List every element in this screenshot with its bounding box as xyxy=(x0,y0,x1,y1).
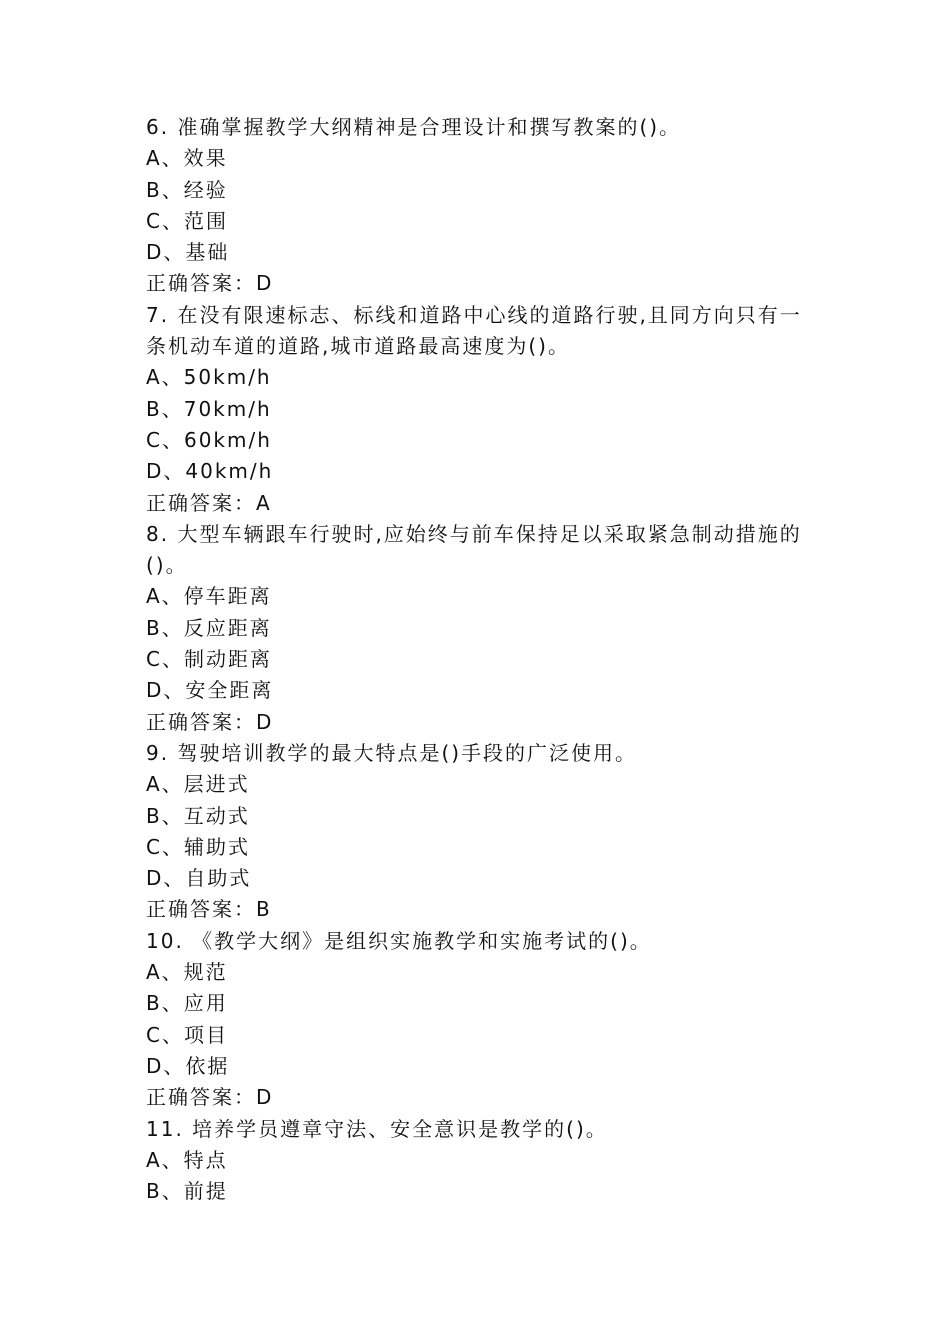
question-text: 7. 在没有限速标志、标线和道路中心线的道路行驶,且同方向只有一 xyxy=(146,302,802,327)
question-6 xyxy=(146,112,826,300)
option-c: C、制动距离 xyxy=(146,647,272,672)
option-a: A、50km/h xyxy=(146,365,272,390)
option-c: C、辅助式 xyxy=(146,834,250,859)
option-d: D、安全距离 xyxy=(146,678,274,703)
question-8 xyxy=(146,519,826,738)
correct-answer: 正确答案：D xyxy=(146,1085,274,1110)
option-b: B、经验 xyxy=(146,177,228,202)
correct-answer: 正确答案：A xyxy=(146,490,272,515)
option-b: B、70km/h xyxy=(146,396,272,421)
option-c: C、60km/h xyxy=(146,427,272,452)
question-text: 11. 培养学员遵章守法、安全意识是教学的()。 xyxy=(146,1116,608,1141)
question-10 xyxy=(146,926,826,1114)
document-page xyxy=(146,112,826,1207)
question-11 xyxy=(146,1114,826,1208)
question-text: 10. 《教学大纲》是组织实施教学和实施考试的()。 xyxy=(146,928,652,953)
option-d: D、依据 xyxy=(146,1053,230,1078)
question-text: 8. 大型车辆跟车行驶时,应始终与前车保持足以采取紧急制动措施的 xyxy=(146,521,802,546)
option-b: B、互动式 xyxy=(146,803,250,828)
option-a: A、规范 xyxy=(146,960,228,985)
option-b: B、前提 xyxy=(146,1179,228,1204)
question-9 xyxy=(146,738,826,926)
option-c: C、项目 xyxy=(146,1022,228,1047)
question-text-continued: 条机动车道的道路,城市道路最高速度为()。 xyxy=(146,334,570,359)
option-a: A、特点 xyxy=(146,1147,228,1172)
option-d: D、40km/h xyxy=(146,459,274,484)
option-a: A、停车距离 xyxy=(146,584,272,609)
option-a: A、效果 xyxy=(146,146,228,171)
option-a: A、层进式 xyxy=(146,772,250,797)
option-d: D、基础 xyxy=(146,240,230,265)
question-7 xyxy=(146,300,826,519)
option-c: C、范围 xyxy=(146,208,228,233)
correct-answer: 正确答案：B xyxy=(146,897,272,922)
option-d: D、自助式 xyxy=(146,866,252,891)
option-b: B、应用 xyxy=(146,991,228,1016)
question-text-continued: ()。 xyxy=(146,553,188,578)
question-text: 6. 准确掌握教学大纲精神是合理设计和撰写教案的()。 xyxy=(146,115,682,139)
question-text: 9. 驾驶培训教学的最大特点是()手段的广泛使用。 xyxy=(146,740,638,765)
correct-answer: 正确答案：D xyxy=(146,709,274,734)
option-b: B、反应距离 xyxy=(146,615,272,640)
correct-answer: 正确答案：D xyxy=(146,271,274,296)
